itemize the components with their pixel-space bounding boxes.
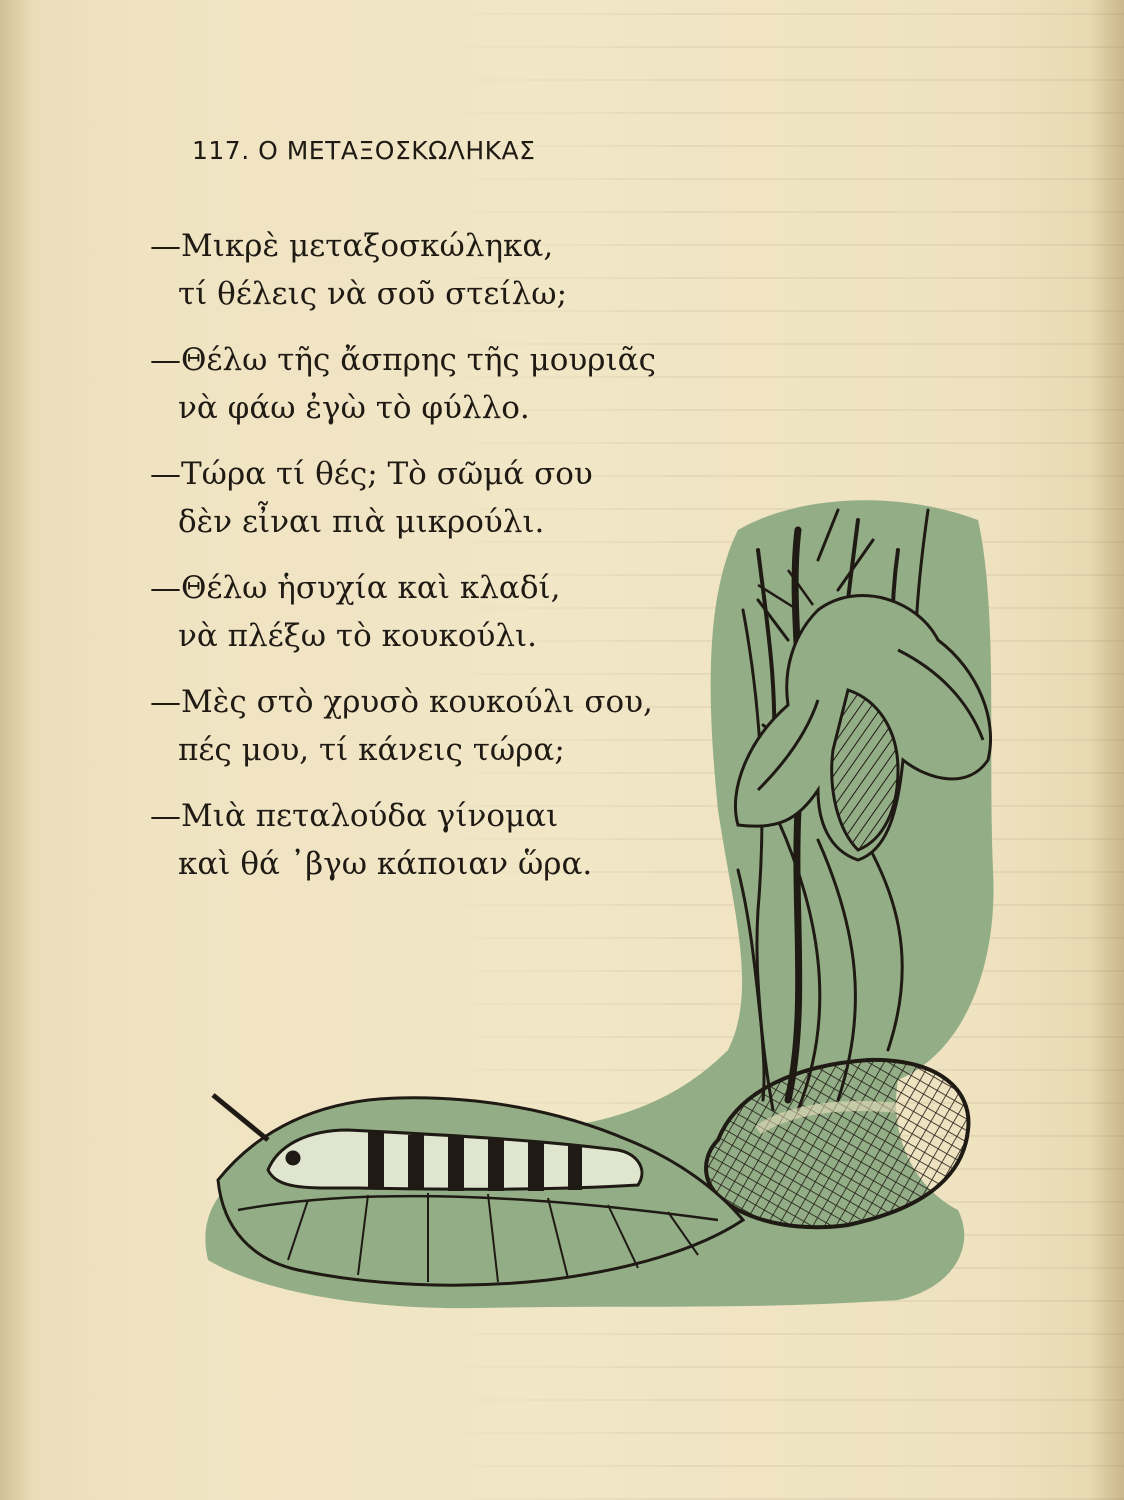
poem-line: —Θέλω τῆς ἄσπρης τῆς μουριᾶς [150,342,656,378]
page-edge-left [0,0,34,1500]
page-edge-right [1090,0,1124,1500]
poem-line: πές μου, τί κάνεις τώρα; [178,732,565,768]
poem-line: —Θέλω ἡσυχία καὶ κλαδί, [150,570,561,606]
silkworm-illustration [198,490,998,1320]
poem-line: —Τώρα τί θές; Τὸ σῶμά σου [150,456,593,492]
poem-line: δὲν εἶναι πιὰ μικρούλι. [178,504,545,540]
stanza [150,222,750,318]
poem-line: νὰ φάω ἐγὼ τὸ φύλλο. [178,390,530,426]
poem-line: —Μικρὲ μεταξοσκώληκα, [150,228,554,264]
poem-line: νὰ πλέξω τὸ κουκούλι. [178,618,538,654]
stanza [150,336,750,432]
poem-line: τί θέλεις νὰ σοῦ στείλω; [178,276,568,312]
poem-line: καὶ θά ᾽βγω κάποιαν ὥρα. [178,846,593,882]
poem-line: —Μιὰ πεταλούδα γίνομαι [150,798,559,834]
page-title: 117. Ο ΜΕΤΑΞΟΣΚΩΛΗΚΑΣ [192,136,536,165]
poem-line: —Μὲς στὸ χρυσὸ κουκούλι σου, [150,684,653,720]
